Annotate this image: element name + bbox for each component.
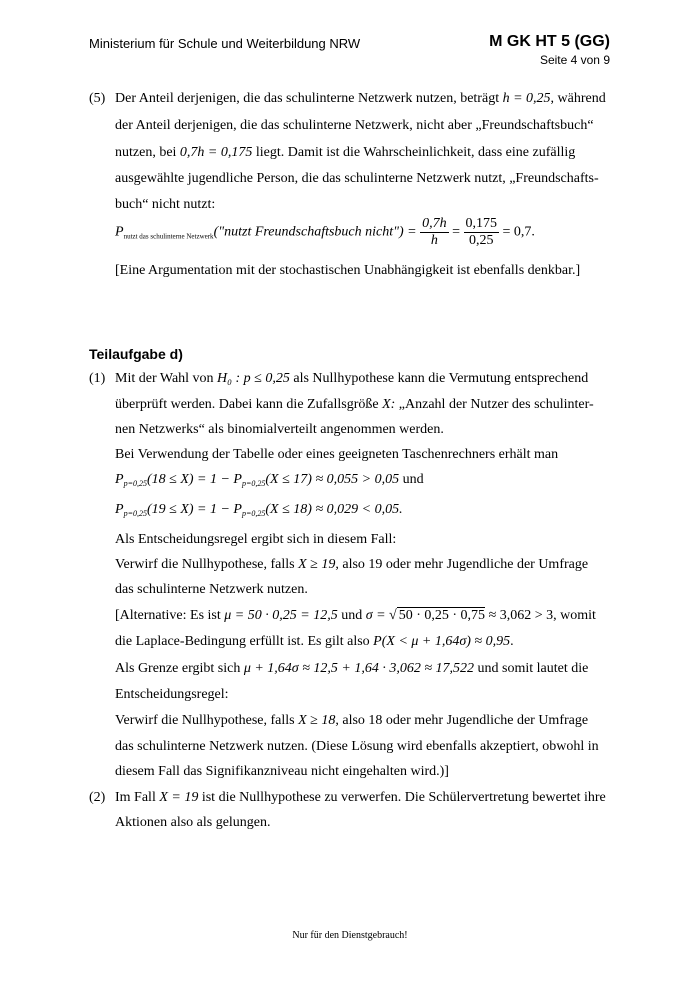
part5-line-2: der Anteil derjenigen, die das schulinterne Netzwerk, nicht aber „Freundschaftsbuch“ — [115, 118, 594, 133]
section-heading-d: Teilaufgabe d) — [89, 346, 183, 362]
d2-line-1: Im Fall X = 19 ist die Nullhypothese zu verwerfen. Die Schülervertretung bewertet ihre — [115, 790, 606, 805]
d1-line-16: diesem Fall das Signifikanzniveau nicht eingehalten wird.)] — [115, 764, 449, 779]
d1-line-15: das schulinterne Netzwerk nutzen. (Diese Lösung wird ebenfalls akzeptiert, obwohl in — [115, 739, 599, 754]
d1-line-7: Als Entscheidungsregel ergibt sich in diesem Fall: — [115, 532, 397, 547]
d1-line-1: Mit der Wahl von H₀ : p ≤ 0,25 als Nullhypothese kann die Vermutung entsprechend — [115, 371, 589, 386]
d1-line-3: nen Netzwerks“ als binomialverteilt angenommen werden. — [115, 422, 444, 437]
header-page-number: Seite 4 von 9 — [539, 53, 610, 67]
header-exam-code: M GK HT 5 (GG) — [489, 33, 610, 50]
d1-formula-2: $P_{p=0,25}(19 \le X) = 1 - P_{p=0,25}(X \le 18) \approx 0,029 < 0,05$. — [115, 502, 403, 518]
d1-line-8: Verwirf die Nullhypothese, falls X ≥ 19, also 19 oder mehr Jugendliche der Umfrage — [115, 557, 589, 572]
item-number-d1: (1) — [89, 371, 106, 386]
d1-line-12: Als Grenze ergibt sich μ + 1,64σ ≈ 12,5 + 1,64 · 3,062 ≈ 17,522 und somit lautet die — [115, 661, 589, 676]
part5-formula: $P_{nutzt das schulinterne Netzwerk}("nutzt$ Freundschaftsbuch nicht") = $\frac{0,7h}{h}$ = $\frac{0,175}{0,25}$ = 0,7. — [115, 216, 535, 248]
fraction-1: $\frac{0,7h}{h}$ — [422, 216, 447, 248]
part5-line-1: Der Anteil derjenigen, die das schulinterne Netzwerk nutzen, beträgt h = 0,25, während — [115, 91, 606, 106]
part5-line-3: nutzen, bei 0,7h = 0,175 liegt. Damit ist die Wahrscheinlichkeit, dass eine zufällig — [115, 145, 576, 160]
d1-line-2: überprüft werden. Dabei kann die Zufallsgröße X: „Anzahl der Nutzer des schulinter- — [115, 397, 594, 412]
d1-line-4: Bei Verwendung der Tabelle oder eines geeigneten Taschenrechners erhält man — [115, 447, 559, 462]
d1-line-10: [Alternative: Es ist μ = 50 · 0,25 = 12,5 und σ = √ 50 · 0,25 · 0,75 ≈ 3,062 > 3, womit — [115, 608, 596, 623]
d1-line-13: Entscheidungsregel: — [115, 687, 229, 702]
footer-note: Nur für den Dienstgebrauch! — [292, 930, 408, 941]
part5-note: [Eine Argumentation mit der stochastischen Unabhängigkeit ist ebenfalls denkbar.] — [115, 263, 581, 278]
item-number-5: (5) — [89, 91, 106, 106]
d1-line-14: Verwirf die Nullhypothese, falls X ≥ 18, also 18 oder mehr Jugendliche der Umfrage — [115, 713, 589, 728]
d1-formula-1: $P_{p=0,25}(18 \le X) = 1 - P_{p=0,25}(X \le 17) \approx 0,055 > 0,05$ und — [115, 472, 424, 488]
d1-line-9: das schulinterne Netzwerk nutzen. — [115, 582, 308, 597]
fraction-2: $\frac{0,175}{0,25}$ — [465, 216, 498, 248]
d1-line-11: die Laplace-Bedingung erfüllt ist. Es gilt also P(X < μ + 1,64σ) ≈ 0,95. — [115, 634, 514, 649]
part5-line-5: buch“ nicht nutzt: — [115, 197, 216, 212]
d2-line-2: Aktionen also als gelungen. — [115, 815, 271, 830]
item-number-d2: (2) — [89, 790, 106, 805]
part5-line-4: ausgewählte jugendliche Person, die das schulinterne Netzwerk nutzt, „Freundschafts- — [115, 171, 599, 186]
header-ministry: Ministerium für Schule und Weiterbildung NRW — [89, 36, 361, 51]
